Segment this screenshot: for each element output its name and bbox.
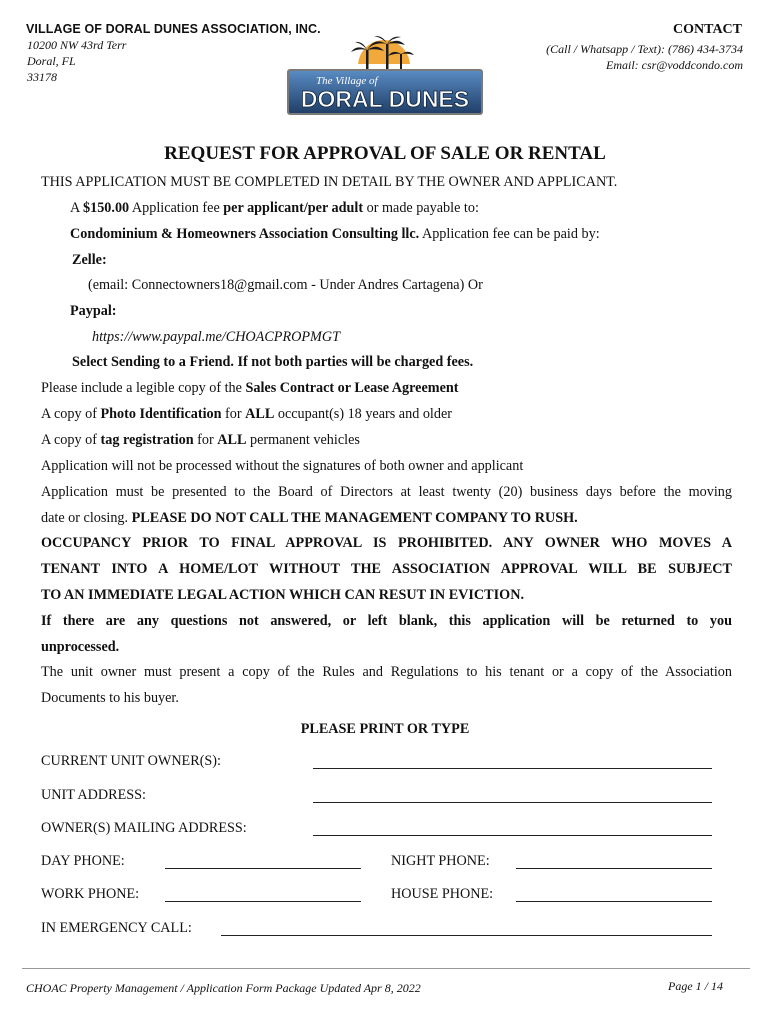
contract-line: Please include a legible copy of the Sales Contract or Lease Agreement	[41, 380, 459, 396]
emergency-label: IN EMERGENCY CALL:	[41, 920, 192, 936]
address-line-street: 10200 NW 43rd Terr	[27, 38, 127, 52]
house-phone-label: HOUSE PHONE:	[391, 886, 494, 902]
doral-dunes-logo	[286, 36, 484, 116]
contact-phone: (Call / Whatsapp / Text): (786) 434-3734	[546, 42, 743, 56]
blank-warning-line-1: If there are any questions not answered, or left blank, this application will be returned to you	[41, 613, 732, 629]
night-phone-field[interactable]	[516, 868, 712, 869]
rules-line-1: The unit owner must present a copy of the Rules and Regulations to his tenant or a copy of the Association	[41, 664, 732, 680]
house-phone-field[interactable]	[516, 901, 712, 902]
unit-address-field[interactable]	[313, 802, 712, 803]
zelle-detail: (email: Connectowners18@gmail.com - Under Andres Cartagena) Or	[88, 277, 483, 293]
board-line-2: date or closing. PLEASE DO NOT CALL THE MANAGEMENT COMPANY TO RUSH.	[41, 510, 578, 526]
mailing-address-field[interactable]	[313, 835, 712, 836]
footer-divider	[22, 968, 750, 969]
intro-line: THIS APPLICATION MUST BE COMPLETED IN DETAIL BY THE OWNER AND APPLICANT.	[41, 174, 618, 190]
paypal-label: Paypal:	[70, 303, 117, 319]
emergency-field[interactable]	[221, 935, 712, 936]
paypal-link[interactable]: https://www.paypal.me/CHOACPROPMGT	[92, 329, 341, 345]
page-number: Page 1 / 14	[668, 979, 723, 993]
day-phone-label: DAY PHONE:	[41, 853, 125, 869]
fee-line: A $150.00 Application fee per applicant/per adult or made payable to:	[70, 200, 479, 216]
work-phone-label: WORK PHONE:	[41, 886, 140, 902]
unit-address-label: UNIT ADDRESS:	[41, 787, 146, 803]
contact-heading: CONTACT	[673, 22, 742, 37]
contact-email: Email: csr@voddcondo.com	[605, 58, 743, 72]
occupancy-line-2: TENANT INTO A HOME/LOT WITHOUT THE ASSOCIATION APPROVAL WILL BE SUBJECT	[41, 561, 732, 577]
address-line-zip: 33178	[27, 70, 57, 84]
logo-small-text: The Village of	[316, 75, 378, 87]
tag-registration-line: A copy of tag registration for ALL permanent vehicles	[41, 432, 360, 448]
occupancy-line-1: OCCUPANCY PRIOR TO FINAL APPROVAL IS PROHIBITED. ANY OWNER WHO MOVES A	[41, 535, 732, 551]
page-title: REQUEST FOR APPROVAL OF SALE OR RENTAL	[164, 143, 606, 164]
footer-note: CHOAC Property Management / Application Form Package Updated Apr 8, 2022	[26, 981, 421, 995]
form-heading: PLEASE PRINT OR TYPE	[300, 721, 470, 737]
night-phone-label: NIGHT PHONE:	[391, 853, 490, 869]
select-note: Select Sending to a Friend. If not both parties will be charged fees.	[72, 354, 474, 370]
logo-big-text: DORAL DUNES	[300, 86, 470, 112]
rules-line-2: Documents to his buyer.	[41, 690, 179, 706]
zelle-label: Zelle:	[72, 252, 107, 268]
photo-id-line: A copy of Photo Identification for ALL occupant(s) 18 years and older	[41, 406, 452, 422]
signatures-line: Application will not be processed without the signatures of both owner and applicant	[41, 458, 524, 474]
payee-line: Condominium & Homeowners Association Consulting llc. Application fee can be paid by:	[70, 226, 600, 242]
current-owner-field[interactable]	[313, 768, 712, 769]
occupancy-line-3: TO AN IMMEDIATE LEGAL ACTION WHICH CAN RESUT IN EVICTION.	[41, 587, 524, 603]
blank-warning-line-2: unprocessed.	[41, 639, 120, 655]
mailing-address-label: OWNER(S) MAILING ADDRESS:	[41, 820, 247, 836]
current-owner-label: CURRENT UNIT OWNER(S):	[41, 753, 221, 769]
board-line-1: Application must be presented to the Board of Directors at least twenty (20) business days before the moving	[41, 484, 732, 500]
address-line-city: Doral, FL	[27, 54, 76, 68]
day-phone-field[interactable]	[165, 868, 361, 869]
org-name: VILLAGE OF DORAL DUNES ASSOCIATION, INC.	[26, 22, 321, 36]
work-phone-field[interactable]	[165, 901, 361, 902]
